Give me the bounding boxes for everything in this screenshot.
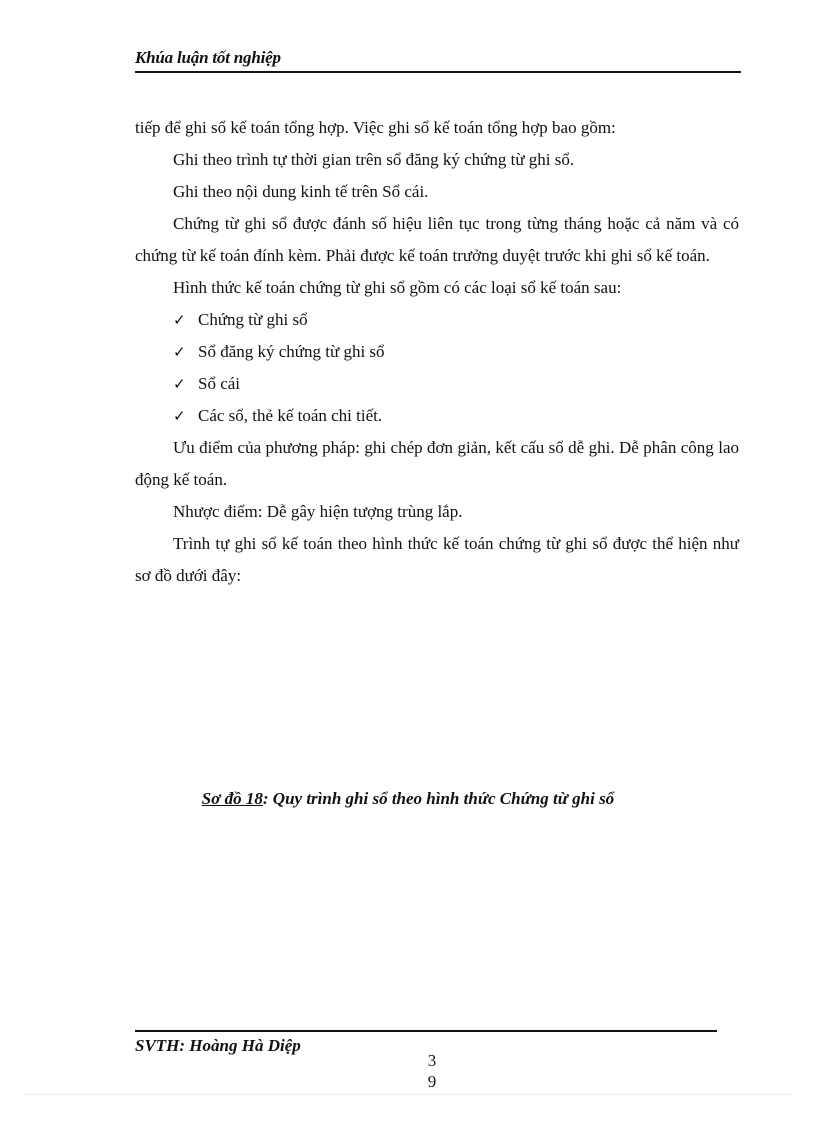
paragraph: tiếp để ghi sổ kế toán tổng hợp. Việc ghi sổ kế toán tổng hợp bao gồm: xyxy=(135,118,616,137)
body-text xyxy=(135,112,739,592)
checkmark-icon: ✓ xyxy=(173,375,186,393)
paragraph: Ưu điểm của phương pháp: ghi chép đơn giản, kết cấu sổ dễ ghi. Dễ phân công lao động kế toán. xyxy=(135,438,739,489)
checkmark-icon: ✓ xyxy=(173,311,186,329)
header-rule xyxy=(135,71,741,73)
list-item xyxy=(135,304,739,336)
list-item xyxy=(135,368,739,400)
paragraph: Ghi theo nội dung kinh tế trên Sổ cái. xyxy=(173,182,429,201)
list-item-label: Sổ cái xyxy=(198,374,241,393)
figure-caption-text: : Quy trình ghi sổ theo hình thức Chứng từ ghi sổ xyxy=(262,789,615,808)
figure-caption-label: Sơ đồ 18 xyxy=(201,789,263,808)
paragraph: Nhược điểm: Dễ gây hiện tượng trùng lắp. xyxy=(173,502,463,521)
page-bottom-edge xyxy=(25,1094,791,1095)
footer-author: SVTH: Hoàng Hà Diệp xyxy=(135,1036,301,1055)
paragraph: Trình tự ghi sổ kế toán theo hình thức kế toán chứng từ ghi sổ được thể hiện như sơ đồ dưới đây: xyxy=(135,534,739,585)
list-item xyxy=(135,400,739,432)
figure-caption xyxy=(0,789,816,809)
page-number xyxy=(420,1050,444,1092)
list-item xyxy=(135,336,739,368)
checkmark-icon: ✓ xyxy=(173,343,186,361)
page-number-line: 3 xyxy=(427,1051,437,1070)
header-title: Khúa luận tốt nghiệp xyxy=(135,48,281,67)
list-item-label: Chứng từ ghi sổ xyxy=(198,310,308,329)
paragraph: Ghi theo trình tự thời gian trên sổ đăng ký chứng từ ghi sổ. xyxy=(173,150,575,169)
footer-rule xyxy=(135,1030,717,1032)
list-item-label: Sổ đăng ký chứng từ ghi sổ xyxy=(198,342,385,361)
checkmark-icon: ✓ xyxy=(173,407,186,425)
page-number-line: 9 xyxy=(427,1072,437,1091)
paragraph: Chứng từ ghi sổ được đánh số hiệu liên tục trong từng tháng hoặc cả năm và có chứng từ kế toán đính kèm. Phải được kế toán trưởng duyệt trước khi ghi sổ kế toán. xyxy=(135,214,739,265)
paragraph: Hình thức kế toán chứng từ ghi sổ gồm có các loại sổ kế toán sau: xyxy=(173,278,622,297)
list-item-label: Các sổ, thẻ kế toán chi tiết. xyxy=(198,406,383,425)
